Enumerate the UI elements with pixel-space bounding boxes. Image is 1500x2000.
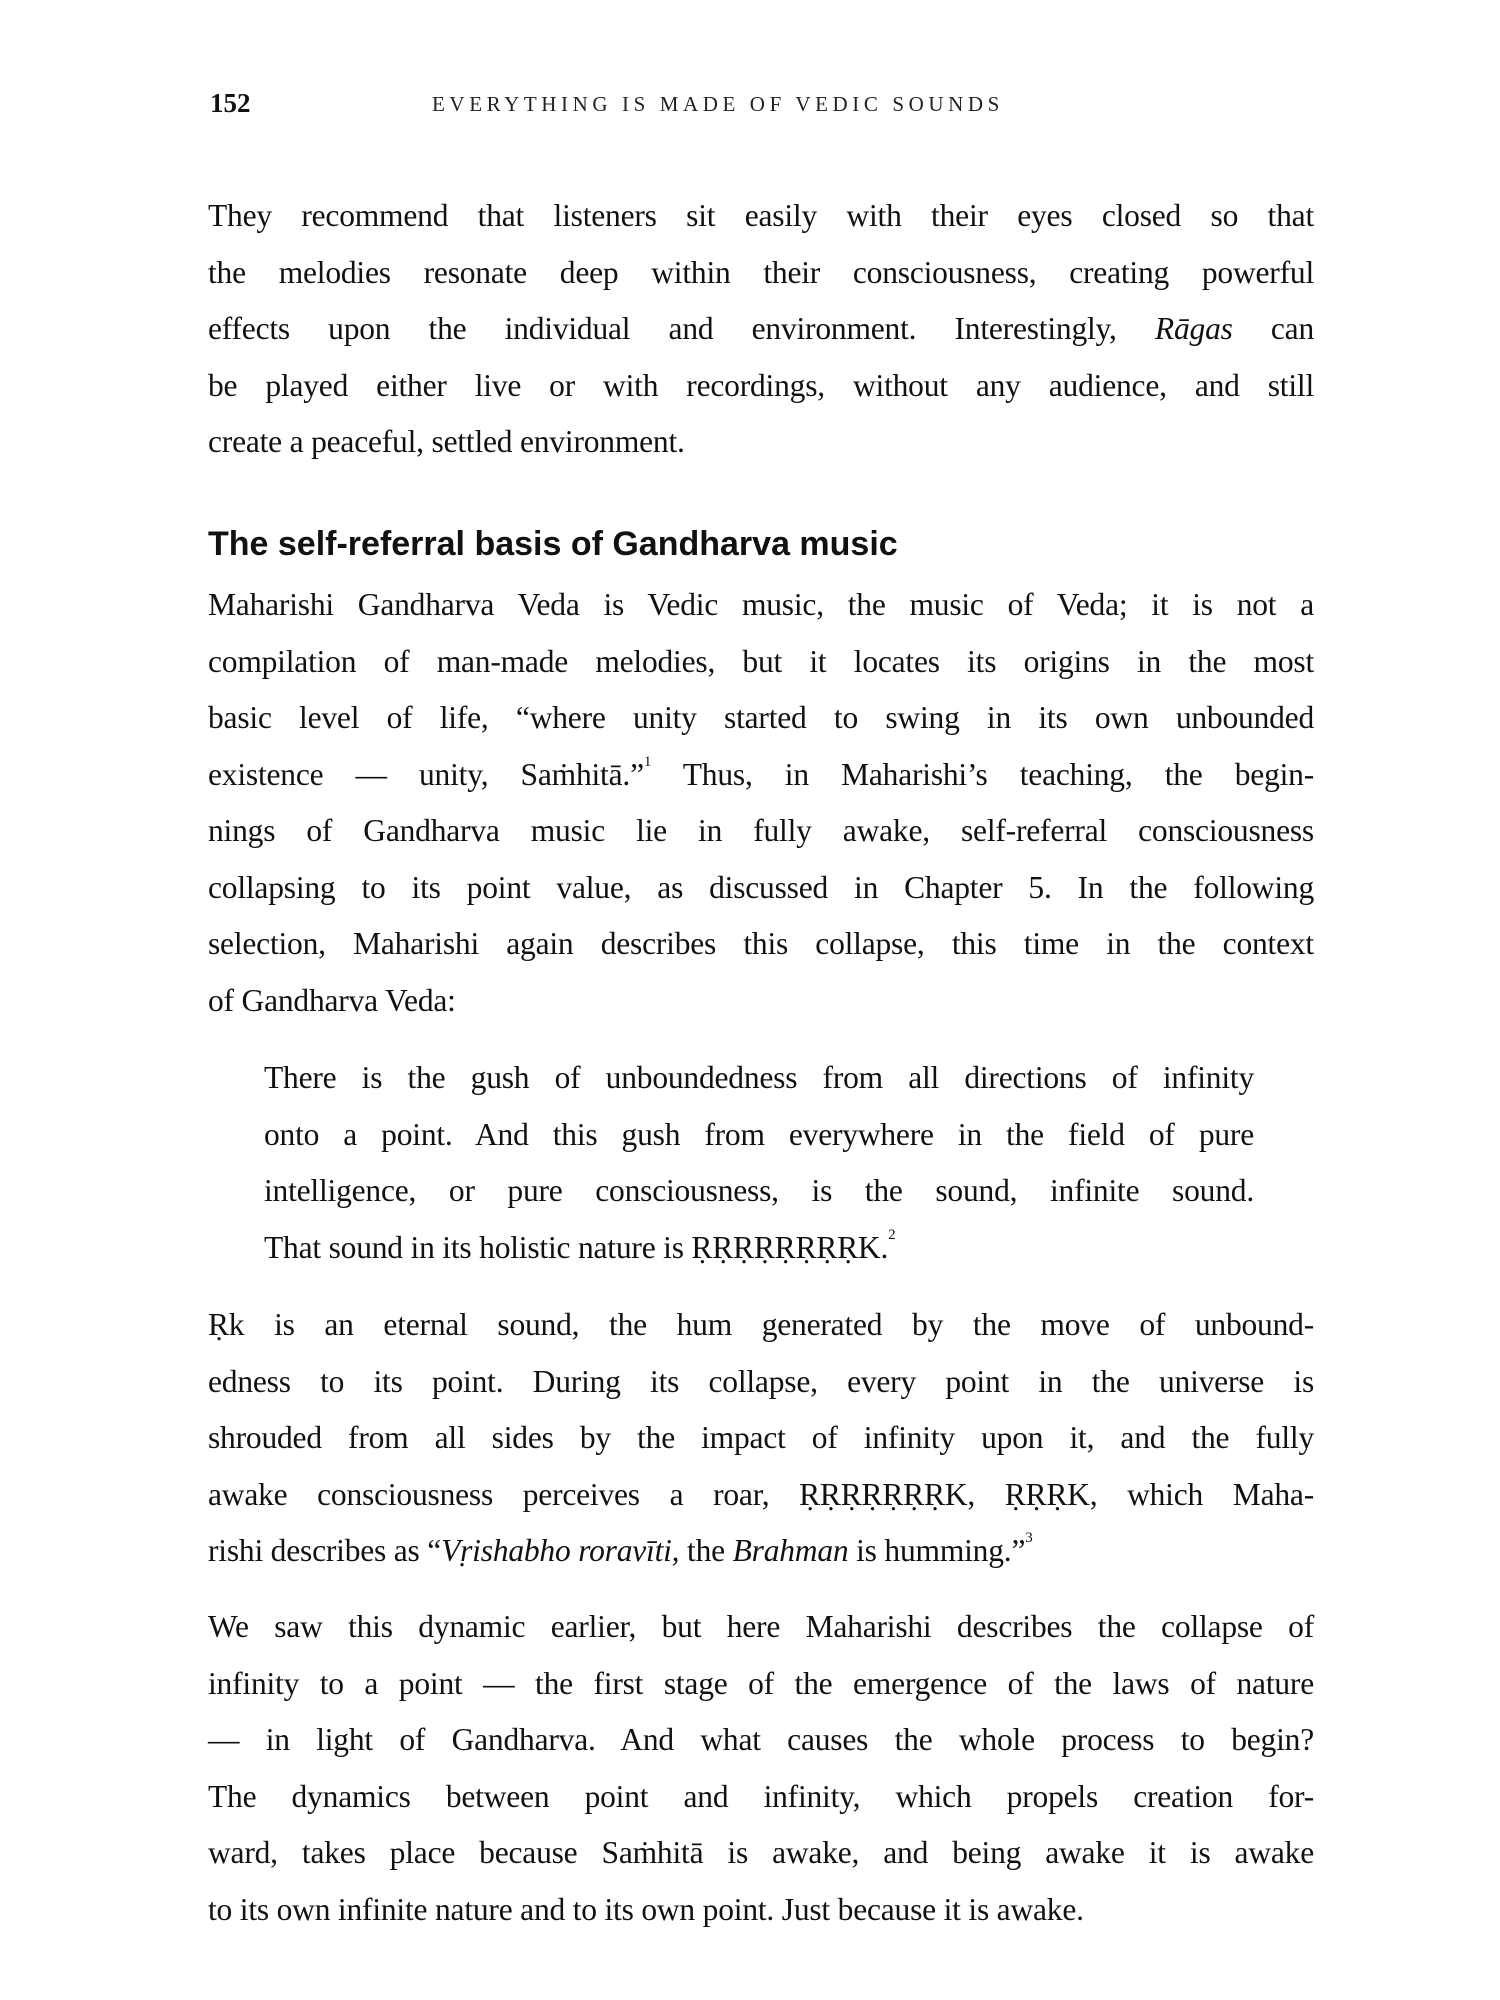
text-segment: rishi describes as “ [208, 1533, 442, 1568]
text-line [264, 1050, 1254, 1107]
text-segment: That sound in its holistic nature is ṚṚṚṚṚṚṚṚK. [264, 1229, 889, 1265]
text-line [208, 358, 1314, 415]
text-line [208, 1410, 1314, 1467]
text-line [208, 1467, 1314, 1524]
text-line [208, 803, 1314, 860]
text-segment: existence — unity, Saṁhitā.” [208, 756, 644, 792]
text-line [208, 916, 1314, 973]
paragraph-3 [208, 1297, 1314, 1580]
text-line [208, 1656, 1314, 1713]
text-segment: onto a point. And this gush from everywhere in the field of pure [264, 1116, 1254, 1152]
running-title: EVERYTHING IS MADE OF VEDIC SOUNDS [432, 92, 1004, 116]
text-line [208, 634, 1314, 691]
text-line [208, 973, 1314, 1030]
text-line [208, 1523, 1314, 1580]
text-line [208, 1882, 1314, 1939]
footnote-marker: 2 [888, 1226, 896, 1243]
text-line [208, 860, 1314, 917]
text-segment: There is the gush of unboundedness from all directions of infinity [264, 1060, 1254, 1095]
text-line [208, 1769, 1314, 1826]
text-line [208, 188, 1314, 245]
text-segment: intelligence, or pure consciousness, is the sound, infinite sound. [264, 1173, 1254, 1208]
page-number: 152 [210, 88, 251, 118]
section-heading: The self-referral basis of Gandharva music [208, 525, 898, 563]
text-segment: collapsing to its point value, as discussed in Chapter 5. In the following [208, 869, 1314, 905]
text-segment: The dynamics between point and infinity, which propels creation for- [208, 1778, 1314, 1814]
footnote-marker: 3 [1025, 1530, 1033, 1546]
text-line [208, 1599, 1314, 1656]
text-line [208, 1354, 1314, 1411]
text-segment: Thus, in Maharishi’s teaching, the begin- [651, 756, 1315, 792]
text-line [264, 1107, 1254, 1164]
text-segment: ward, takes place because Saṁhitā is awake, and being awake it is awake [208, 1835, 1314, 1870]
paragraph-4 [208, 1599, 1314, 1938]
text-line [208, 577, 1314, 634]
text-segment: the melodies resonate deep within their consciousness, creating powerful [208, 254, 1314, 290]
text-segment: edness to its point. During its collapse, every point in the universe is [208, 1363, 1314, 1399]
text-segment: effects upon the individual and environment. Interestingly, [208, 311, 1155, 346]
text-segment: to its own infinite nature and to its own point. Just because it is awake. [208, 1891, 1084, 1927]
text-segment: of Gandharva Veda: [208, 982, 456, 1018]
text-segment: compilation of man-made melodies, but it locates its origins in the most [208, 643, 1314, 679]
paragraph-2 [208, 577, 1314, 1029]
text-line [208, 1825, 1314, 1882]
text-segment: can [1232, 311, 1314, 346]
text-segment: awake consciousness perceives a roar, ṚṚṚṚṚṚṚK, ṚṚṚK, which Maha- [208, 1476, 1314, 1512]
footnote-marker: 1 [643, 753, 652, 770]
text-line [264, 1163, 1254, 1220]
text-line [208, 1712, 1314, 1769]
text-line [208, 747, 1314, 804]
paragraph-1 [208, 188, 1314, 471]
text-line [208, 414, 1314, 471]
text-segment: Ṛk is an eternal sound, the hum generated by the move of unbound- [208, 1307, 1314, 1342]
text-segment: Rāgas [1154, 311, 1233, 346]
text-segment: basic level of life, “where unity started to swing in its own unbounded [208, 700, 1314, 735]
text-segment: the [679, 1533, 733, 1568]
text-segment: nings of Gandharva music lie in fully awake, self-referral consciousness [208, 813, 1314, 848]
text-line [264, 1220, 1254, 1277]
block-quote [264, 1050, 1254, 1276]
text-segment: They recommend that listeners sit easily with their eyes closed so that [208, 198, 1314, 233]
text-segment: — in light of Gandharva. And what causes the whole process to begin? [208, 1722, 1314, 1757]
text-line [208, 1297, 1314, 1354]
running-header [210, 88, 1310, 124]
text-segment: infinity to a point — the first stage of the emergence of the laws of nature [208, 1665, 1314, 1701]
text-segment: Vṛishabho roravīti, [441, 1533, 680, 1568]
text-line [208, 245, 1314, 302]
text-segment: Maharishi Gandharva Veda is Vedic music, the music of Veda; it is not a [208, 587, 1314, 622]
text-segment: is humming.” [848, 1533, 1026, 1568]
text-segment: We saw this dynamic earlier, but here Maharishi describes the collapse of [208, 1609, 1314, 1644]
text-line [208, 690, 1314, 747]
text-segment: Brahman [732, 1533, 849, 1568]
text-segment: create a peaceful, settled environment. [208, 424, 685, 459]
text-segment: shrouded from all sides by the impact of infinity upon it, and the fully [208, 1420, 1314, 1455]
text-segment: selection, Maharishi again describes this collapse, this time in the context [208, 926, 1314, 961]
text-segment: be played either live or with recordings, without any audience, and still [208, 367, 1314, 403]
text-line [208, 301, 1314, 358]
